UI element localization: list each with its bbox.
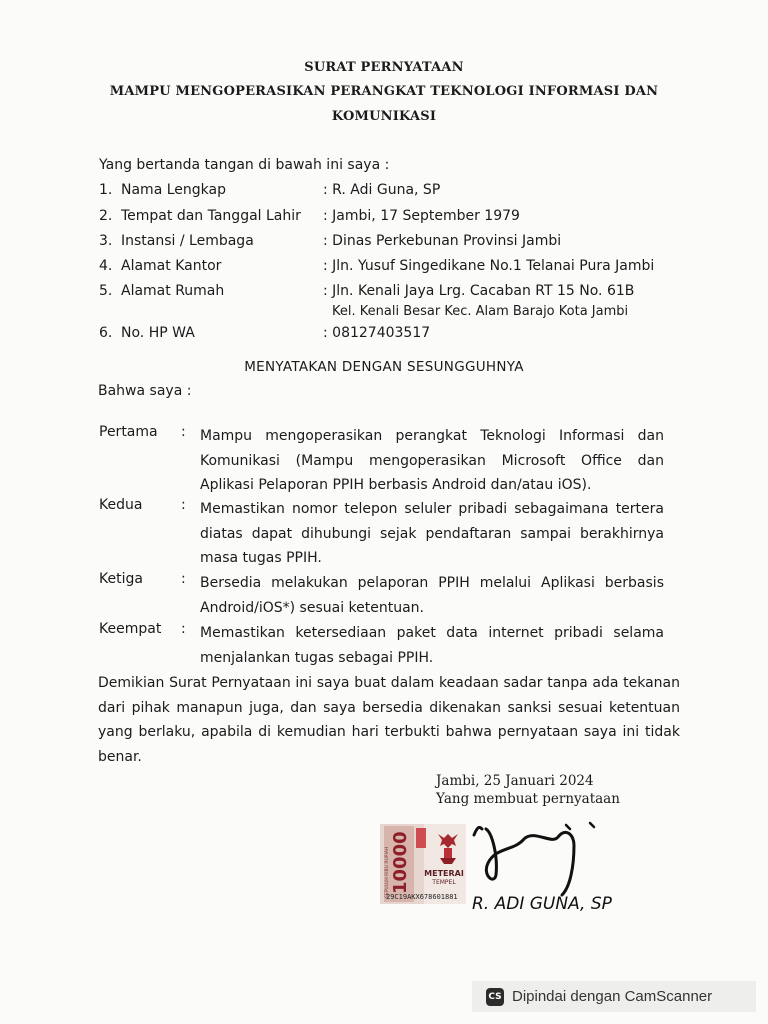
svg-text:SEPULUH RIBU RUPIAH: SEPULUH RIBU RUPIAH bbox=[385, 846, 390, 898]
stamp-label-bottom: TEMPEL bbox=[432, 879, 456, 886]
signature-name: R. ADI GUNA, SP bbox=[472, 894, 612, 914]
point-text: Memastikan nomor telepon seluler pribadi sebagaimana tertera diatas dapat dihubungi sejak pendaftaran sampai berakhirnya masa tugas PPIH. bbox=[200, 501, 664, 566]
handwritten-signature-icon bbox=[462, 815, 652, 915]
identity-label: No. HP WA bbox=[121, 325, 195, 341]
signature-place-date: Jambi, 25 Januari 2024 bbox=[436, 773, 594, 789]
closing-paragraph: Demikian Surat Pernyataan ini saya buat dalam keadaan sadar tanpa ada tekanan dari pihak manapun juga, dan saya bersedia dikenakan sanksi sesuai ketentuan yang berlaku, apabila di kemudian hari terbukti bahwa pernyataan saya ini tidak benar. bbox=[98, 675, 680, 765]
point-colon: : bbox=[181, 497, 186, 513]
point-colon: : bbox=[181, 571, 186, 587]
stamp-serial: 29C19AKX678601881 bbox=[386, 893, 458, 901]
point-colon: : bbox=[181, 621, 186, 637]
statement-heading: MENYATAKAN DENGAN SESUNGGUHNYA bbox=[244, 359, 524, 375]
camscanner-watermark bbox=[472, 981, 756, 1012]
point-text: Bersedia melakukan pelaporan PPIH melalui Aplikasi berbasis Android/iOS*) sesuai ketentuan. bbox=[200, 575, 664, 616]
identity-value: : Jln. Yusuf Singedikane No.1 Telanai Pura Jambi bbox=[323, 258, 655, 274]
point-label: Ketiga bbox=[99, 571, 143, 587]
meterai-stamp-icon bbox=[380, 824, 466, 904]
point-text: Memastikan ketersediaan paket data internet pribadi selama menjalankan tugas sebagai PPIH. bbox=[200, 625, 664, 666]
identity-label: Alamat Kantor bbox=[121, 258, 222, 274]
identity-number: 4. bbox=[99, 258, 113, 274]
home-address-line2: Kel. Kenali Besar Kec. Alam Barajo Kota Jambi bbox=[332, 304, 629, 319]
bahwa-label: Bahwa saya : bbox=[98, 383, 192, 399]
document-title: SURAT PERNYATAAN bbox=[304, 60, 464, 75]
identity-value: : Dinas Perkebunan Provinsi Jambi bbox=[323, 233, 562, 249]
identity-value: : 08127403517 bbox=[323, 325, 431, 341]
camscanner-label: Dipindai dengan CamScanner bbox=[512, 988, 713, 1005]
point-text: Mampu mengoperasikan perangkat Teknologi Informasi dan Komunikasi (Mampu mengoperasikan Microsoft Office dan Aplikasi Pelaporan PPIH berbasis Android dan/atau iOS). bbox=[200, 428, 664, 493]
identity-number: 6. bbox=[99, 325, 113, 341]
identity-label: Tempat dan Tanggal Lahir bbox=[121, 208, 301, 224]
svg-text:10000: 10000 bbox=[390, 831, 411, 894]
identity-label: Nama Lengkap bbox=[121, 182, 226, 198]
identity-value: : Jln. Kenali Jaya Lrg. Cacaban RT 15 No. 61B bbox=[323, 283, 635, 299]
identity-value: : R. Adi Guna, SP bbox=[323, 182, 441, 198]
camscanner-logo-icon: CS bbox=[486, 988, 504, 1006]
identity-number: 5. bbox=[99, 283, 113, 299]
point-colon: : bbox=[181, 424, 186, 440]
stamp-label-top: METERAI bbox=[424, 869, 464, 878]
point-label: Kedua bbox=[99, 497, 143, 513]
point-label: Keempat bbox=[99, 621, 162, 637]
point-label: Pertama bbox=[99, 424, 158, 440]
identity-label: Instansi / Lembaga bbox=[121, 233, 254, 249]
document-subtitle-line1: MAMPU MENGOPERASIKAN PERANGKAT TEKNOLOGI INFORMASI DAN bbox=[109, 84, 659, 99]
document-subtitle-line2: KOMUNIKASI bbox=[331, 109, 437, 124]
identity-number: 3. bbox=[99, 233, 113, 249]
identity-value: : Jambi, 17 September 1979 bbox=[323, 208, 520, 224]
intro-text: Yang bertanda tangan di bawah ini saya : bbox=[99, 157, 390, 173]
identity-number: 1. bbox=[99, 182, 113, 198]
identity-label: Alamat Rumah bbox=[121, 283, 225, 299]
identity-number: 2. bbox=[99, 208, 113, 224]
signer-role: Yang membuat pernyataan bbox=[436, 791, 620, 807]
